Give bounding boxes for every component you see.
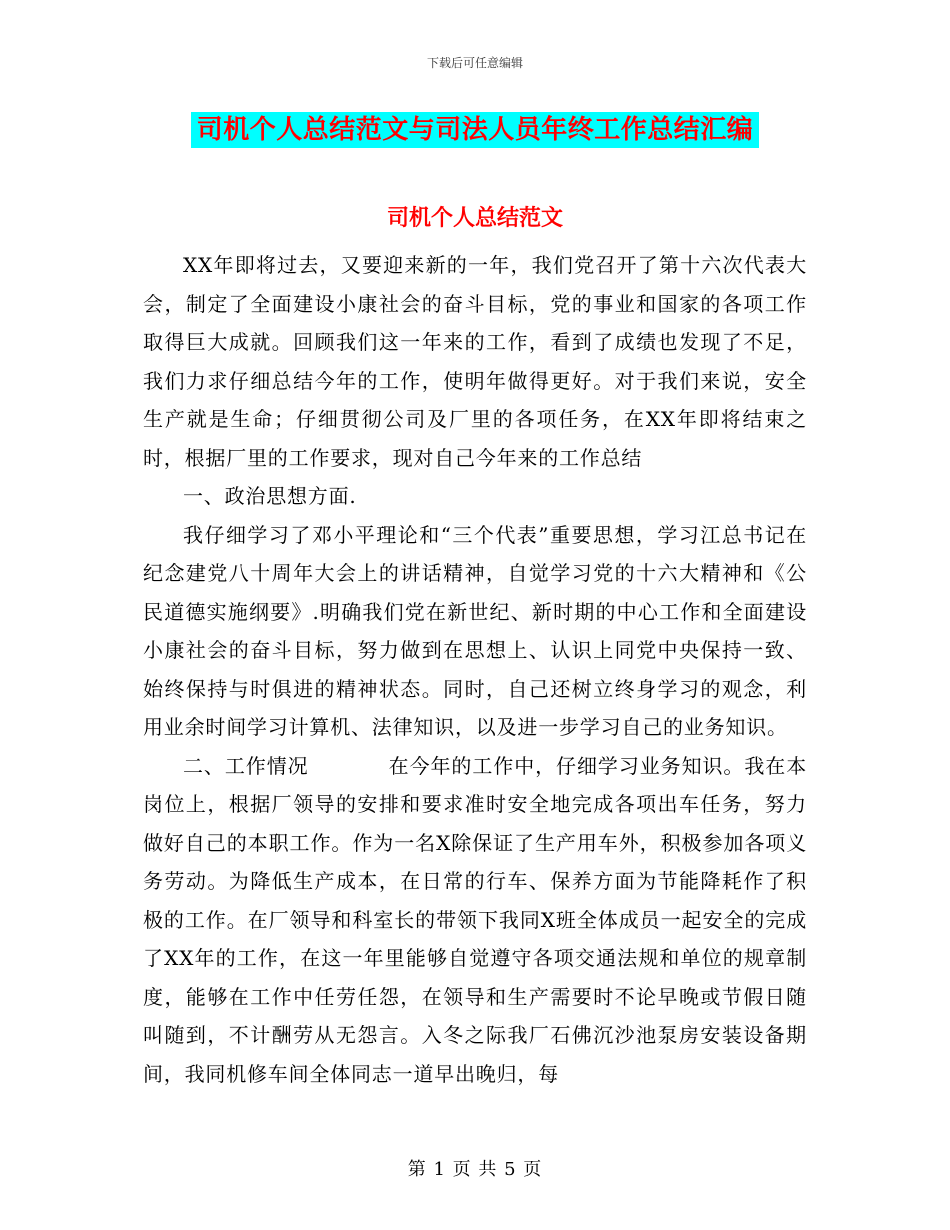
document-body xyxy=(143,246,807,1093)
work-heading: 二、工作情况 xyxy=(183,753,309,778)
document-title: 司机个人总结范文与司法人员年终工作总结汇编 xyxy=(191,112,760,148)
page-number-footer: 第 1 页 共 5 页 xyxy=(407,1159,543,1180)
paragraph-work xyxy=(143,747,807,1094)
paragraph-intro: XX年即将过去，又要迎来新的一年，我们党召开了第十六次代表大会，制定了全面建设小康社会的奋斗目标，党的事业和国家的各项工作取得巨大成就。回顾我们这一年来的工作，看到了成绩也发现了不足，我们力求仔细总结今年的工作，使明年做得更好。对于我们来说，安全生产就是生命；仔细贯彻公司及厂里的各项任务，在XX年即将结束之时，根据厂里的工作要求，现对自己今年来的工作总结 xyxy=(143,253,807,470)
section-title: 司机个人总结范文 xyxy=(386,206,563,231)
page-header-note: 下载后可任意编辑 xyxy=(426,56,523,70)
document-title-container xyxy=(0,112,950,148)
paragraph-heading-politics: 一、政治思想方面. xyxy=(183,484,357,508)
paragraph-politics: 我仔细学习了邓小平理论和“三个代表”重要思想，学习江总书记在纪念建党八十周年大会上的讲话精神，自觉学习党的十六大精神和《公民道德实施纲要》.明确我们党在新世纪、新时期的中心工作和全面建设小康社会的奋斗目标，努力做到在思想上、认识上同党中央保持一致、始终保持与时俱进的精神状态。同时，自己还树立终身学习的观念，利用业余时间学习计算机、法律知识，以及进一步学习自己的业务知识。 xyxy=(143,522,807,739)
work-paragraph-text: 在今年的工作中，仔细学习业务知识。我在本岗位上，根据厂领导的安排和要求准时安全地完成各项出车任务，努力做好自己的本职工作。作为一名X除保证了生产用车外，积极参加各项义务劳动。为降低生产成本，在日常的行车、保养方面为节能降耗作了积极的工作。在厂领导和科室长的带领下我同X班全体成员一起安全的完成了XX年的工作，在这一年里能够自觉遵守各项交通法规和单位的规章制度，能够在工作中任劳任怨，在领导和生产需要时不论早晚或节假日随叫随到，不计酬劳从无怨言。入冬之际我厂石佛沉沙池泵房安装设备期间，我同机修车间全体同志一道早出晚归，每 xyxy=(143,753,807,1086)
